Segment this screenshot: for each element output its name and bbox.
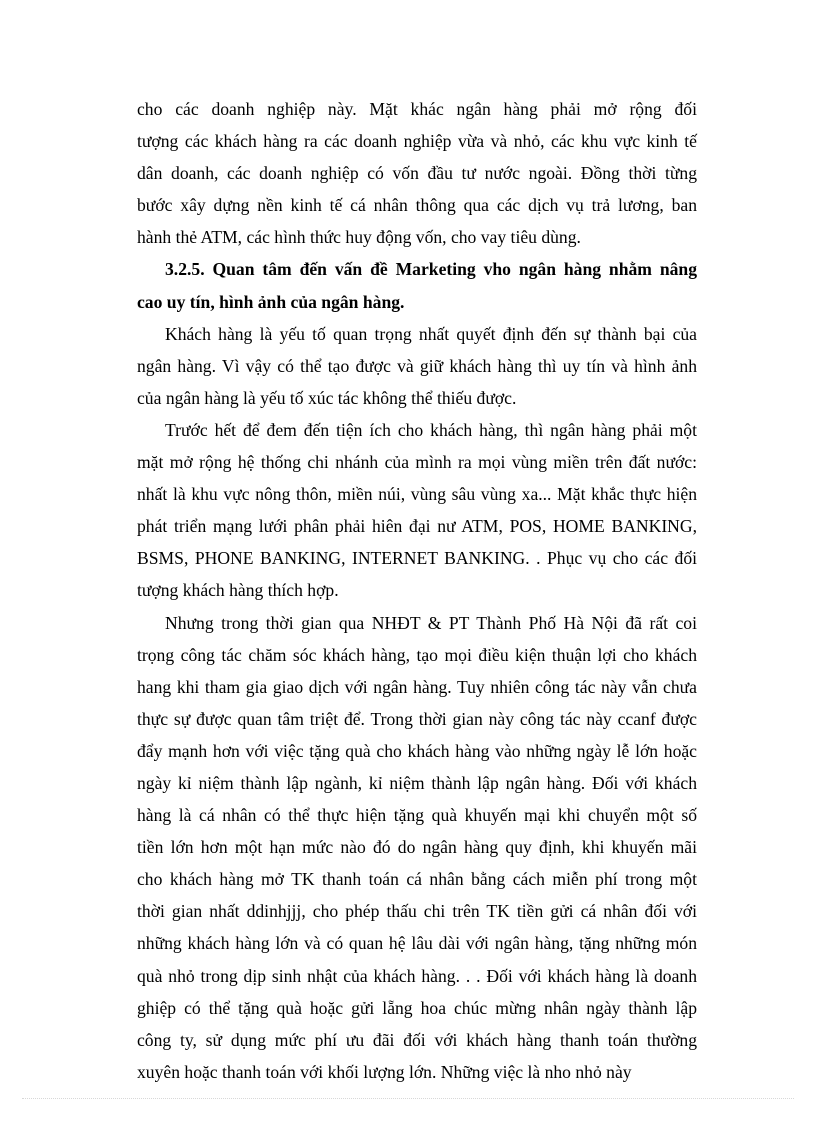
paragraph-line: tượng các khách hàng ra các doanh nghiệp vừa và nhỏ, các khu vực kinh tế <box>137 131 697 152</box>
paragraph-line: những khách hàng lớn và có quan hệ lâu dài với ngân hàng, tặng những món <box>137 933 697 954</box>
paragraph-line: dân doanh, các doanh nghiệp có vốn đầu tư nước ngoài. Đồng thời từng <box>137 163 697 184</box>
paragraph-line: phát triển mạng lưới phân phải hiên đại nư ATM, POS, HOME BANKING, <box>137 516 697 537</box>
section-heading-line: 3.2.5. Quan tâm đến vấn đề Marketing vho ngân hàng nhằm nâng <box>165 259 697 280</box>
section-heading-line: cao uy tín, hình ảnh của ngân hàng. <box>137 291 405 312</box>
paragraph-line: xuyên hoặc thanh toán với khối lượng lớn. Những việc là nho nhỏ này <box>137 1061 632 1082</box>
paragraph-line: tượng khách hàng thích hợp. <box>137 580 339 601</box>
paragraph-line: tiền lớn hơn một hạn mức nào đó do ngân hàng quy định, khi khuyến mãi <box>137 837 697 858</box>
paragraph-line: nhất là khu vực nông thôn, miền núi, vùng sâu vùng xa... Mặt khắc thực hiện <box>137 484 697 505</box>
paragraph-line: mặt mở rộng hệ thống chi nhánh của mình ra mọi vùng miền trên đất nước: <box>137 452 697 473</box>
paragraph-line: hang khi tham gia giao dịch với ngân hàng. Tuy nhiên công tác này vẫn chưa <box>137 676 697 697</box>
paragraph-line: Khách hàng là yếu tố quan trọng nhất quyết định đến sự thành bại của <box>165 323 697 344</box>
paragraph-line: cho các doanh nghiệp này. Mặt khác ngân hàng phải mở rộng đối <box>137 99 697 119</box>
paragraph-line: công ty, sử dụng mức phí ưu đãi đối với khách hàng thanh toán thường <box>137 1029 697 1050</box>
paragraph-line: ngày kỉ niệm thành lập ngành, kỉ niệm thành lập ngân hàng. Đối với khách <box>137 772 697 793</box>
paragraph-line: ghiệp có thể tặng quà hoặc gửi lẵng hoa chúc mừng nhân ngày thành lập <box>137 997 697 1018</box>
paragraph-line: của ngân hàng là yếu tố xúc tác không thể thiếu được. <box>137 387 517 408</box>
body-text <box>137 93 697 1088</box>
paragraph-line: đẩy mạnh hơn với việc tặng quà cho khách hàng vào những ngày lễ lớn hoặc <box>137 740 697 761</box>
paragraph-line: cho khách hàng mở TK thanh toán cá nhân bằng cách miễn phí trong một <box>137 869 697 890</box>
paragraph-line: ngân hàng. Vì vậy có thể tạo được và giữ khách hàng thì uy tín và hình ảnh <box>137 355 697 376</box>
paragraph-line: quà nhỏ trong dịp sinh nhật của khách hàng. . . Đối với khách hàng là doanh <box>137 965 697 986</box>
page-bottom-divider <box>22 1098 794 1099</box>
paragraph-line: bước xây dựng nền kinh tế cá nhân thông qua các dịch vụ trả lương, ban <box>137 195 697 216</box>
paragraph-line: hành thẻ ATM, các hình thức huy động vốn, cho vay tiêu dùng. <box>137 227 581 248</box>
paragraph-line: Nhưng trong thời gian qua NHĐT & PT Thành Phố Hà Nội đã rất coi <box>165 612 697 633</box>
paragraph-line: trọng công tác chăm sóc khách hàng, tạo mọi điều kiện thuận lợi cho khách <box>137 644 697 665</box>
paragraph-line: BSMS, PHONE BANKING, INTERNET BANKING. . Phục vụ cho các đối <box>137 548 697 569</box>
paragraph-line: thực sự được quan tâm triệt để. Trong thời gian này công tác này ccanf được <box>137 708 697 729</box>
paragraph-line: hàng là cá nhân có thể thực hiện tặng quà khuyến mại khi chuyển một số <box>137 805 697 826</box>
paragraph-line: Trước hết để đem đến tiện ích cho khách hàng, thì ngân hàng phải một <box>165 419 697 440</box>
paragraph-line: thời gian nhất ddinhjjj, cho phép thấu chi trên TK tiền gửi cá nhân đối với <box>137 901 697 922</box>
